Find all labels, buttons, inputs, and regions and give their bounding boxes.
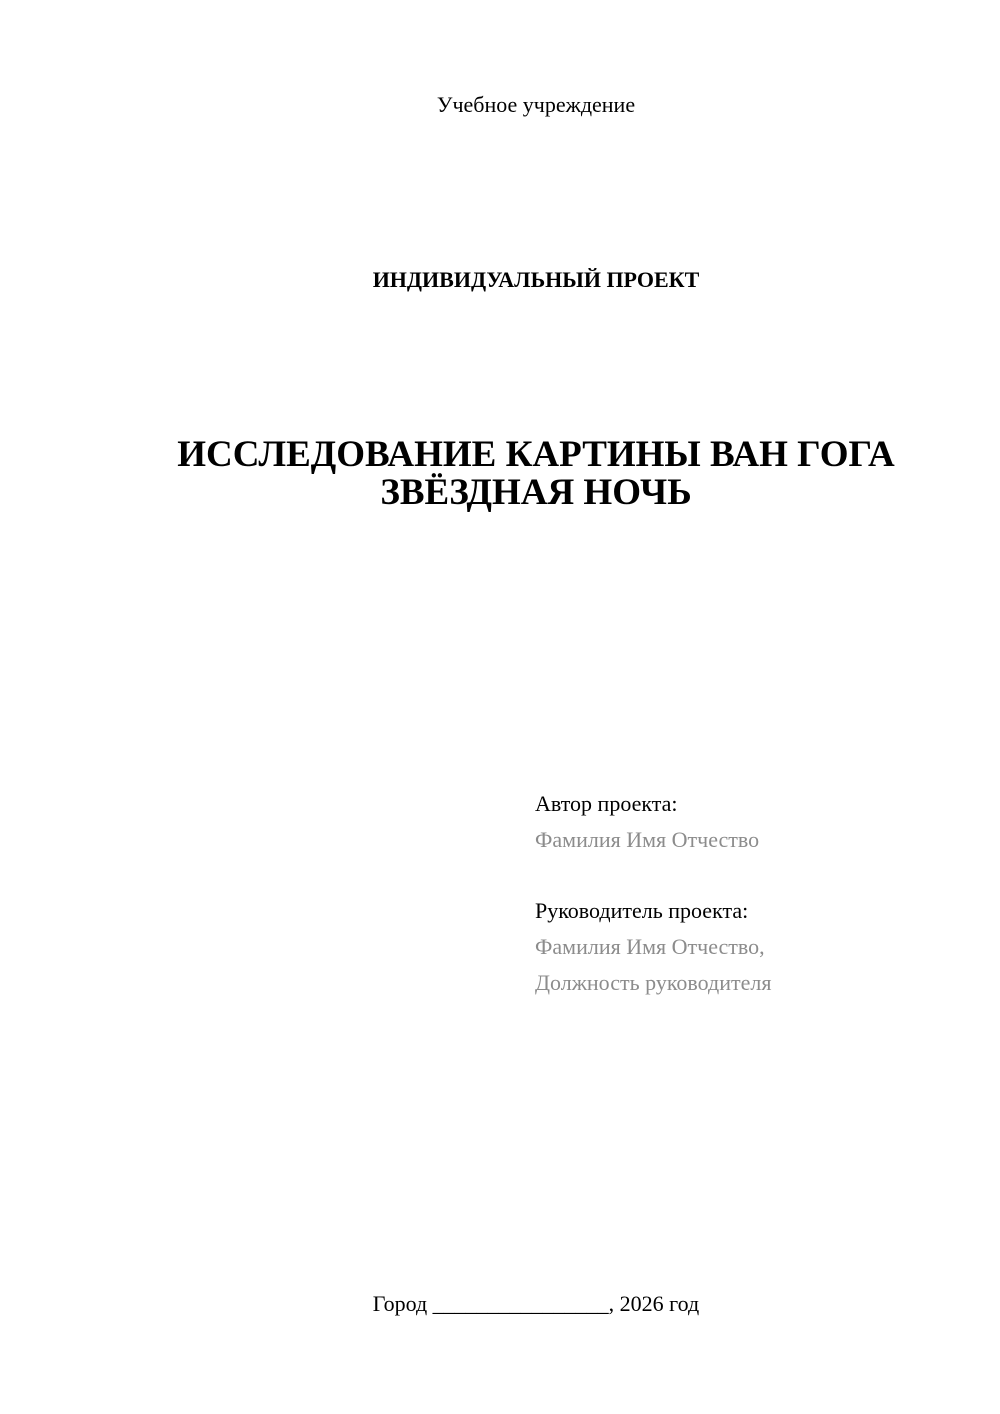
author-label: Автор проекта: bbox=[535, 791, 678, 816]
project-title-line-1: ИССЛЕДОВАНИЕ КАРТИНЫ ВАН ГОГА bbox=[177, 434, 895, 475]
author-block bbox=[535, 786, 759, 858]
supervisor-block bbox=[535, 893, 771, 1001]
project-title bbox=[0, 436, 1000, 512]
project-title-line-2: ЗВЁЗДНАЯ НОЧЬ bbox=[380, 472, 692, 513]
supervisor-name: Фамилия Имя Отчество, bbox=[535, 934, 765, 959]
author-name: Фамилия Имя Отчество bbox=[535, 827, 760, 852]
project-type-heading: ИНДИВИДУАЛЬНЫЙ ПРОЕКТ bbox=[372, 267, 700, 292]
supervisor-position: Должность руководителя bbox=[535, 970, 772, 995]
supervisor-label: Руководитель проекта: bbox=[535, 898, 749, 923]
institution-name: Учебное учреждение bbox=[436, 92, 636, 117]
city-year-line: Город ________________, 2026 год bbox=[372, 1291, 700, 1316]
